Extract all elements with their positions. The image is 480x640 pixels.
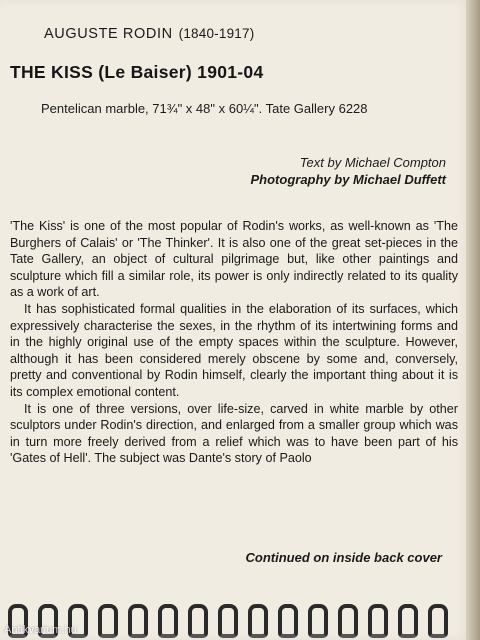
author-line — [44, 26, 254, 42]
credits-block — [251, 154, 447, 188]
paragraph-2: It has sophisticated formal qualities in the elaboration of its surfaces, which expressively characterise the sexes, in the rhythm of its intertwining forms and in the highly original use of the empty spaces within the sculpture. However, although it has been considered merely obscene by some and, conversely, pretty and conventional by Rodin himself, clearly the important thing about it is its complex emotional content. — [10, 301, 458, 399]
page-edge — [466, 0, 480, 640]
paragraph-1: 'The Kiss' is one of the most popular of Rodin's works, as well-known as 'The Burghers of Calais' or 'The Thinker'. It is also one of the great set-pieces in the Tate Gallery, an object of cultural pilgrimage but, like other paintings and sculpture which fill a similar role, its power is only indirectly related to its quality as a work of art. — [10, 219, 458, 300]
artwork-medium: Pentelican marble, 71¾" x 48" x 60¼". Tate Gallery 6228 — [41, 101, 368, 116]
body-text — [10, 218, 458, 467]
artwork-title: THE KISS (Le Baiser) 1901-04 — [10, 62, 264, 82]
watermark: Antikvarium.hu — [4, 624, 77, 636]
text-credit: Text by Michael Compton — [299, 155, 446, 170]
continued-note: Continued on inside back cover — [245, 550, 442, 565]
author-name: AUGUSTE RODIN — [44, 26, 173, 42]
photography-credit: Photography by Michael Duffett — [250, 172, 446, 187]
author-dates: (1840-1917) — [178, 26, 255, 41]
paragraph-3: It is one of three versions, over life-size, carved in white marble by other sculptors under Rodin's direction, and enlarged from a smaller group which was in turn more freely derived from a relief which was to have been part of his 'Gates of Hell'. The subject was Dante's story of Paolo — [10, 401, 458, 466]
